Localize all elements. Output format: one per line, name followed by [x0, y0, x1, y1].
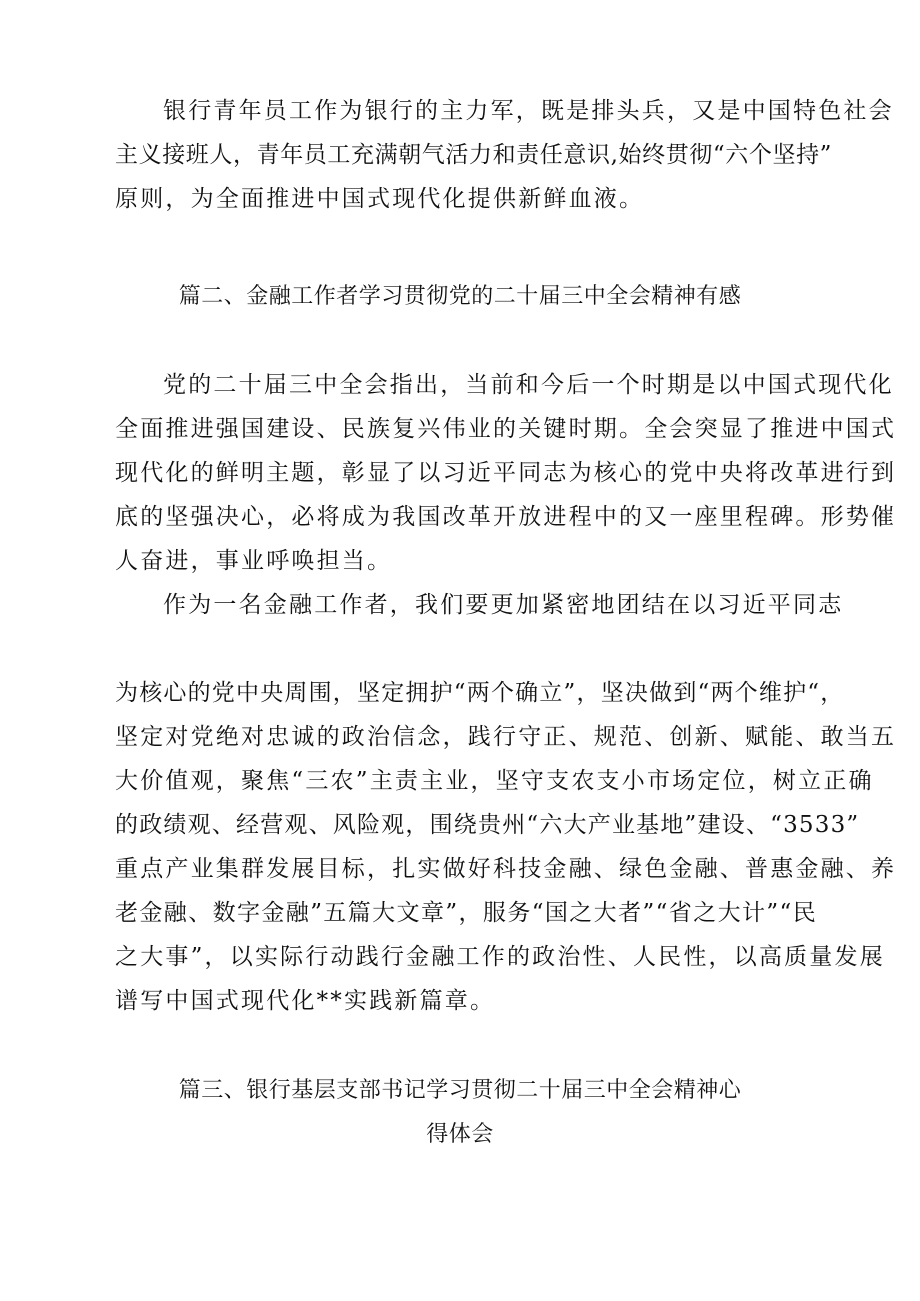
- paragraph-line: 作为一名金融工作者，我们要更加紧密地团结在以习近平同志: [163, 592, 844, 618]
- paragraph-line: 为核心的党中央周围，坚定拥护“两个确立”，坚决做到“两个维护“，: [115, 680, 845, 706]
- paragraph-line: 全面推进强国建设、民族复兴伟业的关键时期。全会突显了推进中国式: [115, 416, 897, 442]
- paragraph-2: [115, 363, 897, 583]
- paragraph-line: 主义接班人，青年员工充满朝气活力和责任意识,始终贯彻“六个坚持”: [115, 142, 833, 168]
- paragraph-line: 党的二十届三中全会指出，当前和今后一个时期是以中国式现代化: [163, 372, 894, 398]
- section-heading-3-line-1: 篇三、银行基层支部书记学习贯彻二十届三中全会精神心: [178, 1078, 742, 1103]
- paragraph-line: 老金融、数字金融”五篇大文章”，服务“国之大者”“省之大计”“民: [115, 900, 818, 926]
- paragraph-line: 谱写中国式现代化**实践新篇章。: [115, 988, 496, 1014]
- paragraph-line: 的政绩观、经营观、风险观，围绕贵州“六大产业基地”建设、“3533”: [115, 812, 860, 838]
- paragraph-line: 之大事”，以实际行动践行金融工作的政治性、人民性，以高质量发展: [115, 944, 885, 970]
- paragraph-line: 底的坚强决心，必将成为我国改革开放进程中的又一座里程碑。形势催: [115, 504, 897, 530]
- paragraph-4: [115, 671, 897, 1023]
- paragraph-line: 人奋进，事业呼唤担当。: [115, 548, 393, 574]
- paragraph-line: 银行青年员工作为银行的主力军，既是排头兵，又是中国特色社会: [163, 98, 894, 124]
- paragraph-line: 现代化的鲜明主题，彰显了以习近平同志为核心的党中央将改革进行到: [115, 460, 897, 486]
- section-heading-2: 篇二、金融工作者学习贯彻党的二十届三中全会精神有感: [178, 284, 742, 309]
- paragraph-1: [115, 89, 894, 221]
- paragraph-line: 坚定对党绝对忠诚的政治信念，践行守正、规范、创新、赋能、敢当五: [115, 724, 897, 750]
- paragraph-line: 原则，为全面推进中国式现代化提供新鲜血液。: [115, 186, 645, 212]
- paragraph-line: 重点产业集群发展目标，扎实做好科技金融、绿色金融、普惠金融、养: [115, 856, 897, 882]
- paragraph-line: 大价值观，聚焦“三农”主责主业，坚守支农支小市场定位，树立正确: [115, 768, 874, 794]
- section-heading-3-line-2: 得体会: [426, 1122, 494, 1147]
- paragraph-3: [115, 583, 844, 627]
